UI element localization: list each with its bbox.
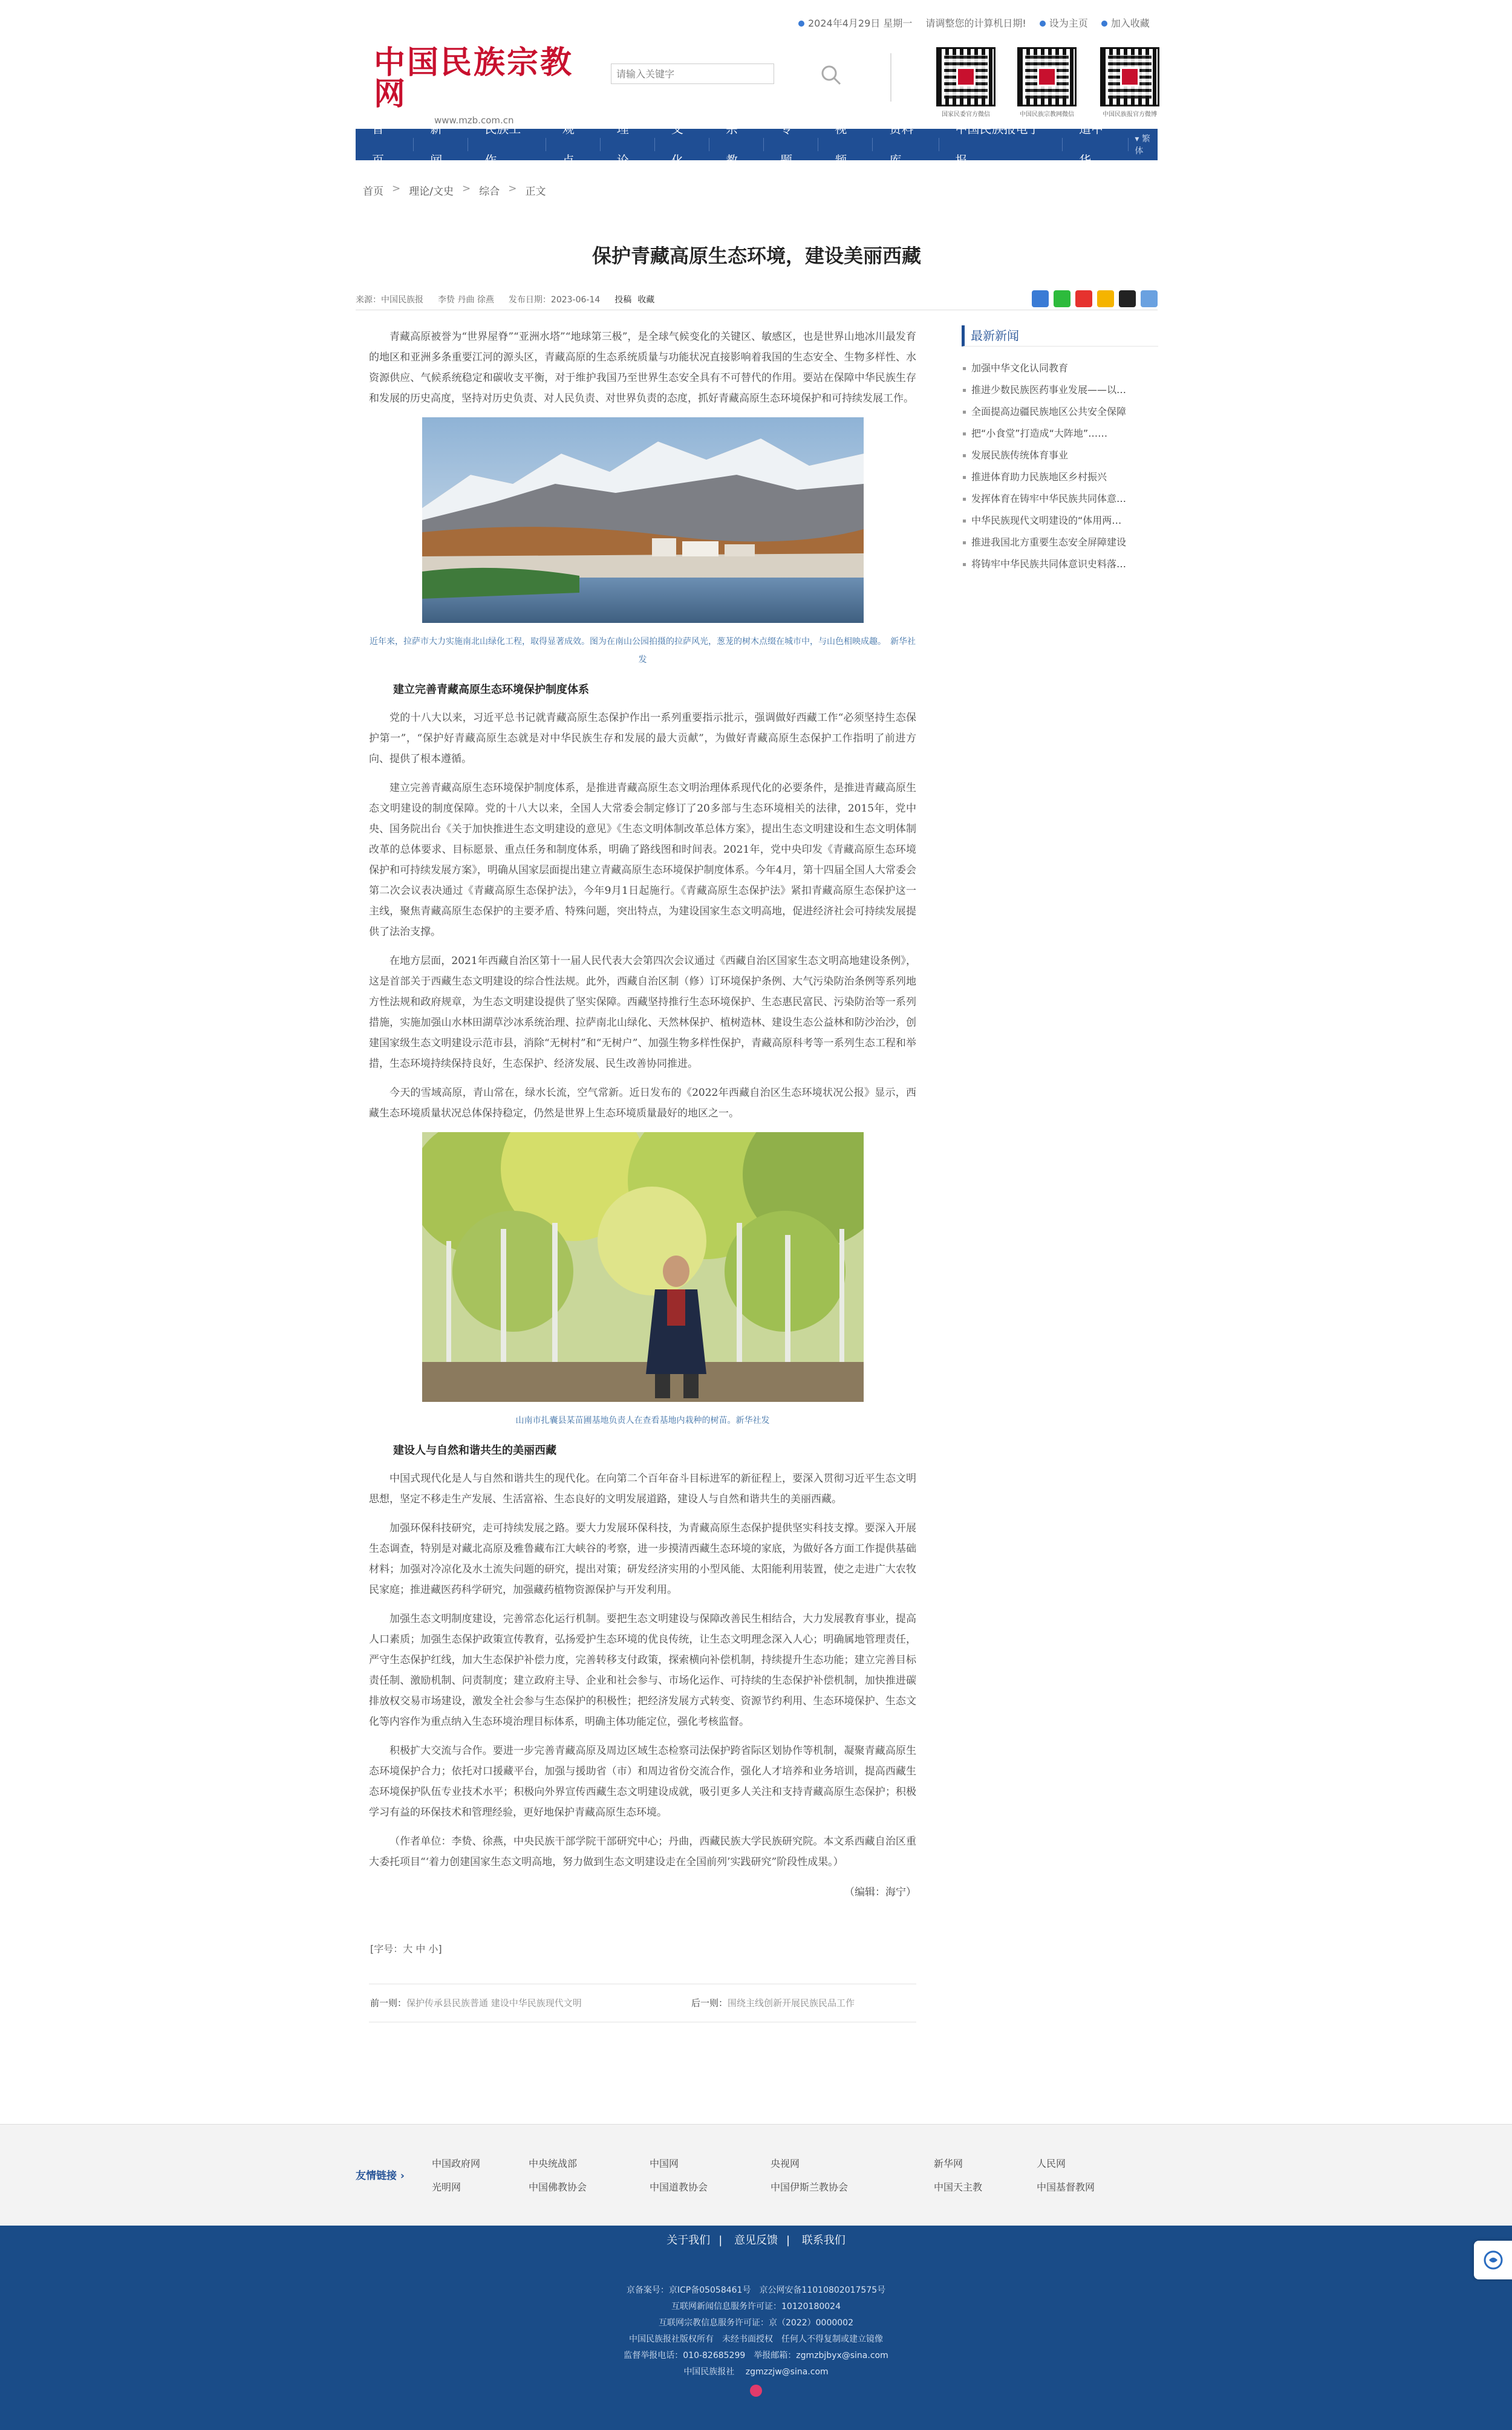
article-paragraph: 积极扩大交流与合作。要进一步完善青藏高原及周边区域生态检察司法保护跨省际区划协作等机制，凝聚青藏高原生态环境保护合力；依托对口援藏平台，加强与援助省（市）和周边省份交流合作，强化人才培养和业务培训，提高西藏生态环境保护队伍专业技术水平；积极向外界宣传西藏生态文明建设成就，吸引更多人关注和支持青藏高原生态保护；积极学习有益的环保技术和管理经验，更好地保护青藏高原生态环境。: [369, 1745, 916, 1819]
search-icon[interactable]: [820, 64, 842, 86]
main-nav: [356, 122, 1158, 168]
prev-next-nav: [369, 1984, 916, 2022]
article-editor: （编辑：海宁）: [844, 1886, 916, 1898]
qzone-icon[interactable]: [1097, 290, 1114, 307]
breadcrumb-current: 正文: [525, 186, 546, 198]
nav-topics[interactable]: 专题: [780, 122, 793, 168]
section-heading: 建立完善青藏高原生态环境保护制度体系: [393, 683, 589, 696]
nav-database[interactable]: 资料库: [889, 122, 914, 168]
powered-by-icon: [750, 2385, 762, 2397]
news-item[interactable]: 将铸牢中华民族共同体意识史料落…: [962, 553, 1158, 575]
latest-news-sidebar: [962, 325, 1158, 575]
breadcrumb-general[interactable]: 综合: [479, 186, 500, 198]
header-divider: [890, 53, 891, 102]
prev-title: 保护传承县民族普通 建设中华民族现代文明: [406, 1998, 582, 2008]
logo-url: www.mzb.com.cn: [434, 115, 514, 126]
footer-links: [0, 2232, 1512, 2247]
font-size-switcher[interactable]: [字号：大 中 小]: [370, 1943, 442, 1955]
breadcrumb: [363, 183, 546, 198]
article-date: 发布日期：2023-06-14: [508, 295, 601, 305]
site-logo[interactable]: [374, 44, 574, 126]
chat-icon: [1483, 2250, 1504, 2270]
sidebar-heading: 最新新闻: [962, 325, 1158, 347]
footer-line: 京备案号：京ICP备05058461号 京公网安备11010802017575号: [626, 2285, 886, 2295]
friend-link[interactable]: 中国道教协会: [650, 2181, 708, 2193]
footer-line: 监督举报电话：010-82685299 举报邮箱：zgmzbjbyx@sina.com: [624, 2351, 888, 2360]
prev-article-link[interactable]: [370, 1993, 582, 2013]
article-authors: 李贽 丹曲 徐燕: [438, 295, 494, 305]
floating-chat-button[interactable]: [1474, 2241, 1512, 2279]
nav-views[interactable]: 观点: [562, 122, 575, 168]
article-paragraph: 加强环保科技研究，走可持续发展之路。要大力发展环保科技，为青藏高原生态保护提供坚实科技支撑。要深入开展生态调查，特别是对藏北高原及雅鲁藏布江大峡谷的考察，进一步摸清西藏生态环境的家底，为做好各方面工作提供基础材料；加强对冷凉化及水土流失问题的研究，提出对策；研发经济实用的小型风能、太阳能利用装置，使之走进广大农牧民家庭；推进藏医药科学研究，加强藏药植物资源保护与开发利用。: [369, 1522, 916, 1596]
article-paragraph: 建立完善青藏高原生态环境保护制度体系，是推进青藏高原生态文明治理体系现代化的必要条件，是推进青藏高原生态文明建设的制度保障。党的十八大以来，全国人大常委会制定修订了20多部与生态环境相关的法律，2015年，党中央、国务院出台《关于加快推进生态文明建设的意见》《生态文明体制改革总体方案》，提出生态文明建设和生态文明体制改革的总体要求、目标愿景、重点任务和制度体系，明确了路线图和时间表。2021年，党中央印发《青藏高原生态环境保护和可持续发展方案》，明确从国家层面提出建立青藏高原生态环境保护制度体系。今年4月，第十四届全国人大常委会第二次会议表决通过《青藏高原生态保护法》，今年9月1日起施行。《青藏高原生态保护法》紧扣青藏高原生态保护这一主线，聚焦青藏高原生态保护的主要矛盾、特殊问题，突出特点，为建设国家生态文明高地，促进经济社会可持续发展提供了法治支撑。: [369, 782, 916, 938]
qrcode-image: [936, 47, 996, 106]
qrcode-label: 中国民族宗教网微信: [1020, 111, 1074, 118]
friend-link[interactable]: 中国政府网: [432, 2158, 481, 2169]
friend-link[interactable]: 中国天主教: [934, 2181, 983, 2193]
nav-religion[interactable]: 宗教: [725, 122, 738, 168]
article-paragraph: （作者单位：李贽、徐燕，中央民族干部学院干部研究中心；丹曲，西藏民族大学民族研究院。本文系西藏自治区重大委托项目“‘着力创建国家生态文明高地，努力做到生态文明建设走在全国前列’实践研究”阶段性成果。）: [369, 1836, 916, 1868]
nav-ethnic-work[interactable]: 民族工作: [484, 122, 521, 168]
qrcode-label: 中国民族报官方微博: [1103, 111, 1157, 118]
news-item[interactable]: 加强中华文化认同教育: [962, 357, 1158, 379]
about-link[interactable]: 关于我们: [666, 2234, 711, 2247]
news-item[interactable]: 推进我国北方重要生态安全屏障建设: [962, 532, 1158, 553]
article-photo-nursery: [422, 1132, 864, 1402]
news-item[interactable]: 把“小食堂”打造成“大阵地”……: [962, 423, 1158, 445]
news-item[interactable]: 推进体育助力民族地区乡村振兴: [962, 466, 1158, 488]
site-footer: [0, 2226, 1512, 2430]
search-box: [611, 64, 816, 86]
nav-news[interactable]: 新闻: [430, 122, 443, 168]
article-meta: [356, 289, 1158, 310]
breadcrumb-home[interactable]: 首页: [363, 186, 383, 198]
qrcode-wechat-commission: [936, 47, 996, 118]
contact-link[interactable]: 联系我们: [801, 2234, 846, 2247]
prev-label: 前一则：: [370, 1998, 407, 2008]
news-item[interactable]: 中华民族现代文明建设的“体用两…: [962, 510, 1158, 532]
photo-caption: 近年来，拉萨市大力实施南北山绿化工程，取得显著成效。图为在南山公园拍摄的拉萨风光，葱茏的树木点缀在城市中，与山色相映成趣。 新华社发: [370, 637, 916, 665]
article-paragraph: 青藏高原被誉为“世界屋脊”“亚洲水塔”“地球第三极”，是全球气候变化的关键区、敏感区，也是世界山地冰川最发育的地区和亚洲多条重要江河的源头区，青藏高原的生态系统质量与功能状况直接影响着我国的生态安全、生物多样性、水资源供应、气候系统稳定和碳收支平衡，对于维护我国乃至世界生态安全具有不可替代的作用。要站在保障中华民族生存和发展的历史高度，坚持对历史负责、对人民负责、对世界负责的态度，抓好青藏高原生态环境保护和可持续发展工作。: [369, 331, 916, 405]
nav-video[interactable]: 视频: [835, 122, 847, 168]
footer-line: 中国民族报社版权所有 未经书面授权 任何人不得复制或建立镜像: [629, 2334, 883, 2344]
breadcrumb-theory[interactable]: 理论/文史: [409, 186, 454, 198]
breadcrumb-separator: >: [508, 183, 517, 195]
search-input[interactable]: [611, 64, 774, 84]
qrcode-label: 国家民委官方微信: [942, 111, 990, 118]
friend-link[interactable]: 中国基督教网: [1037, 2181, 1095, 2193]
qq-icon[interactable]: [1119, 290, 1136, 307]
article-paragraph: 加强生态文明制度建设，完善常态化运行机制。要把生态文明建设与保障改善民生相结合，大力发展教育事业，提高人口素质；加强生态保护政策宣传教育，弘扬爱护生态环境的优良传统，让生态文明理念深入人心；明确属地管理责任，严守生态保护红线，加大生态保护补偿力度，完善转移支付政策，探索横向补偿机制，持续提升生态功能；建立完善目标责任制、激励机制、问责制度；建立政府主导、企业和社会参与、市场化运作、可持续的生态保护补偿机制，加快推进碳排放权交易市场建设，激发全社会参与生态保护的积极性；把经济发展方式转变、资源节约利用、生态环境保护、生态文化等内容作为重点纳入生态环境治理目标体系，明确主体功能定位，强化考核监督。: [369, 1613, 916, 1728]
email-icon[interactable]: [1141, 290, 1158, 307]
home-icon: [1040, 21, 1046, 27]
collect-link[interactable]: 收藏: [637, 295, 655, 305]
nav-traditional[interactable]: ▾ 繁体: [1135, 134, 1150, 156]
friend-link[interactable]: 新华网: [934, 2158, 963, 2169]
date-notice: 请调整您的计算机日期!: [925, 17, 1026, 29]
friend-link[interactable]: 光明网: [432, 2181, 461, 2193]
qrcode-wechat-site: [1017, 47, 1077, 118]
friend-links-grid: [432, 2156, 1158, 2194]
article-photo-lhasa: [422, 417, 864, 623]
nav-daozhonghua[interactable]: 道中华: [1079, 122, 1104, 168]
section-heading: 建设人与自然和谐共生的美丽西藏: [393, 1444, 556, 1457]
article-body: [369, 327, 916, 2022]
lhasa-landscape-image: [422, 417, 864, 623]
news-item[interactable]: 推进少数民族医药事业发展——以…: [962, 379, 1158, 401]
breadcrumb-separator: >: [392, 183, 401, 195]
photo-caption: 山南市扎囊县某苗圃基地负责人在查看基地内栽种的树苗。新华社发: [515, 1416, 770, 1425]
article-paragraph: 中国式现代化是人与自然和谐共生的现代化。在向第二个百年奋斗目标进军的新征程上，要深入贯彻习近平生态文明思想，坚定不移走生产发展、生活富裕、生态良好的文明发展道路，建设人与自然和谐共生的美丽西藏。: [369, 1473, 916, 1505]
share-more-icon[interactable]: [1032, 290, 1049, 307]
news-item[interactable]: 发挥体育在铸牢中华民族共同体意…: [962, 488, 1158, 510]
nav-culture[interactable]: 文化: [671, 122, 683, 168]
wechat-icon[interactable]: [1054, 290, 1070, 307]
footer-line: 中国民族报社 zgmzzjw@sina.com: [683, 2367, 829, 2377]
share-bar: [1032, 290, 1158, 307]
friend-link[interactable]: 央视网: [771, 2158, 800, 2169]
star-icon: [1101, 21, 1107, 27]
qrcode-image: [1017, 47, 1077, 106]
friend-links-label: 友情链接 ›: [356, 2170, 405, 2182]
feedback-link[interactable]: 意见反馈: [734, 2234, 778, 2247]
favorite-link[interactable]: 加入收藏: [1101, 16, 1150, 30]
friend-links: [0, 2124, 1512, 2226]
footer-line: 互联网宗教信息服务许可证：京（2022）0000002: [659, 2318, 853, 2328]
qrcode-image: [1100, 47, 1159, 106]
next-label: 后一则：: [691, 1998, 728, 2008]
submit-link[interactable]: 投稿: [614, 295, 632, 305]
qrcode-weibo: [1100, 47, 1160, 118]
footer-info: [0, 2282, 1512, 2399]
set-home-link[interactable]: 设为主页: [1040, 16, 1088, 30]
nav-epaper[interactable]: 中国民族报电子报: [955, 122, 1040, 168]
nav-home[interactable]: 首 页: [372, 122, 384, 168]
nav-theory[interactable]: 理论: [616, 122, 629, 168]
footer-badge: [0, 2383, 1512, 2399]
friend-link[interactable]: 人民网: [1037, 2158, 1066, 2169]
weibo-icon[interactable]: [1075, 290, 1092, 307]
next-article-link[interactable]: [691, 1993, 855, 2013]
next-title: 围绕主线创新开展民族民品工作: [727, 1998, 855, 2008]
footer-separator: |: [719, 2234, 723, 2247]
breadcrumb-separator: >: [461, 183, 471, 195]
news-item[interactable]: 发展民族传统体育事业: [962, 445, 1158, 466]
date-text: 2024年4月29日 星期一: [798, 16, 912, 30]
footer-separator: |: [786, 2234, 790, 2247]
footer-line: 互联网新闻信息服务许可证：10120180024: [671, 2302, 841, 2311]
latest-news-list: [962, 357, 1158, 575]
logo-text: 中国民族宗教网: [374, 44, 574, 112]
article-paragraph: 在地方层面，2021年西藏自治区第十一届人民代表大会第四次会议通过《西藏自治区国家生态文明高地建设条例》，这是首部关于西藏生态文明建设的综合性法规。此外，西藏自治区制（修）订环境保护条例、大气污染防治条例等系列地方性法规和政府规章，为生态文明建设提供了坚实保障。西藏坚持推行生态环境保护、生态惠民富民、污染防治等一系列措施，实施加强山水林田湖草沙冰系统治理、拉萨南北山绿化、天然林保护、植树造林、建设生态公益林和防沙治沙，创建国家级生态文明建设示范市县，消除“无树村”和“无树户”、加强生物多样性保护，青藏高原科考等一系列生态工程和举措，生态环境持续保持良好，生态保护、经济发展、民生改善协同推进。: [369, 955, 916, 1070]
friend-link[interactable]: 中国佛教协会: [529, 2181, 587, 2193]
article-paragraph: 党的十八大以来，习近平总书记就青藏高原生态保护作出一系列重要指示批示，强调做好西藏工作“必须坚持生态保护第一”，“保护好青藏高原生态就是对中华民族生存和发展的最大贡献”，为做好青藏高原生态保护工作指明了前进方向、提供了根本遵循。: [369, 712, 916, 765]
article-source: 来源：中国民族报: [356, 295, 423, 305]
clock-icon: [798, 21, 804, 27]
article-paragraph: 今天的雪域高原，青山常在，绿水长流，空气常新。近日发布的《2022年西藏自治区生态环境状况公报》显示，西藏生态环境质量状况总体保持稳定，仍然是世界上生态环境质量最好的地区之一。: [369, 1087, 916, 1119]
nursery-trees-image: [422, 1132, 864, 1402]
news-item[interactable]: 全面提高边疆民族地区公共安全保障: [962, 401, 1158, 423]
topbar: [798, 13, 1161, 31]
friend-link[interactable]: 中央统战部: [529, 2158, 578, 2169]
friend-link[interactable]: 中国网: [650, 2158, 679, 2169]
friend-link[interactable]: 中国伊斯兰教协会: [771, 2181, 849, 2193]
article-title: 保护青藏高原生态环境，建设美丽西藏: [591, 244, 921, 267]
